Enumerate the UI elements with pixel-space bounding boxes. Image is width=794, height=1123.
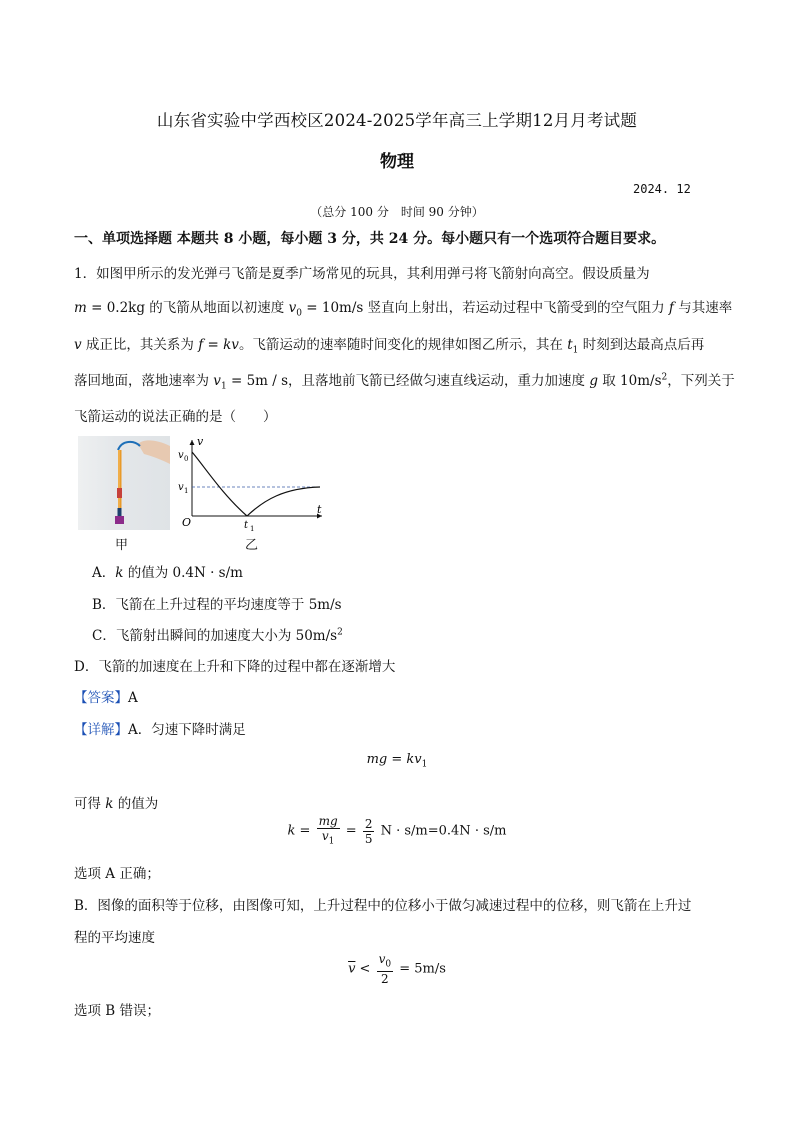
explanation-a-intro: 【详解】A．匀速下降时满足 (74, 722, 246, 738)
fraction-mg-over-v1: $\frac{mg}{v_1}$ (318, 814, 338, 847)
option-a-conclusion: 选项 A 正确； (74, 866, 160, 882)
section-heading: 一、单项选择题 本题共 8 小题，每小题 3 分，共 24 分。每小题只有一个选项符合题目要求。 (74, 231, 666, 247)
v0-label: v (178, 450, 184, 461)
score-time-note: （总分 100 分 时间 90 分钟） (310, 205, 484, 219)
option-b-conclusion: 选项 B 错误； (74, 1003, 161, 1019)
slingshot-photo (78, 436, 170, 530)
option-b: B．飞箭在上升过程的平均速度等于 5m/s (92, 597, 342, 613)
v1-subscript: 1 (184, 487, 189, 495)
question-line-1: 1．如图甲所示的发光弹弓飞箭是夏季广场常见的玩具，其利用弹弓将飞箭射向高空。假设质量为 (74, 266, 650, 282)
subject-heading: 物理 (380, 152, 414, 172)
document-title: 山东省实验中学西校区2024-2025学年高三上学期12月月考试题 (156, 111, 638, 130)
explanation-b-line-2: 程的平均速度 (74, 930, 155, 946)
k-value-intro: 可得 k 的值为 (74, 796, 159, 812)
equation-2: k = $\frac{mg}{v_1}$ = $\frac{2}{5}$ N · s/m=0.4N · s/m (287, 814, 507, 847)
v-axis-label: v (197, 435, 204, 448)
answer-line (74, 686, 138, 706)
t-axis-label: t (317, 503, 322, 516)
question-line-5: 飞箭运动的说法正确的是（ ） (74, 409, 277, 425)
exam-date: 2024. 12 (633, 182, 691, 196)
fraction-2-over-5: $\frac{2}{5}$ (364, 816, 373, 846)
answer-label: 【答案】 (74, 690, 128, 706)
explanation-b-line-1: B．图像的面积等于位移，由图像可知，上升过程中的位移小于做匀减速过程中的位移，则飞箭在上升过 (74, 898, 692, 914)
descent-curve (247, 487, 320, 516)
origin-label: O (182, 516, 192, 529)
v0-subscript: 0 (184, 455, 189, 463)
question-line-3: v 成正比，其关系为 f = kv。飞箭运动的速率随时间变化的规律如图乙所示，其在 $t_1$ 时刻到达最高点后再 (74, 337, 705, 356)
question-line-2: m = 0.2kg 的飞箭从地面以初速度 $v_0 = 10m/s$ 竖直向上射出，若运动过程中飞箭受到的空气阻力 f 与其速率 (74, 300, 733, 319)
figure-jia-label: 甲 (115, 538, 129, 553)
t1-subscript: 1 (250, 525, 255, 533)
t1-label: t (244, 520, 249, 531)
v1-label: v (178, 482, 184, 493)
velocity-time-graph (172, 434, 332, 534)
equation-1: mg = $kv_1$ (366, 752, 428, 770)
figure-yi-label: 乙 (245, 538, 259, 553)
answer-value: A (128, 690, 138, 706)
option-d: D．飞箭的加速度在上升和下降的过程中都在逐渐增大 (74, 659, 396, 675)
fraction-v0-over-2: $\frac{v_0}{2}$ (378, 952, 392, 987)
question-line-4: 落回地面，落地速率为 $v_1 = 5m / s$，且落地前飞箭已经做匀速直线运动，重力加速度 g 取 $10m/s^2$，下列关于 (74, 372, 735, 392)
equation-3: $\overline{v}$ < $\frac{v_0}{2}$ = 5m/s (348, 952, 446, 987)
v-axis-arrow (190, 440, 195, 445)
option-c: C．飞箭射出瞬间的加速度大小为 $50m/s^2$ (92, 627, 343, 644)
slingshot-photo-drawing (78, 436, 170, 530)
ascent-curve (192, 452, 247, 516)
option-a: A．k 的值为 0.4N · s/m (92, 565, 243, 581)
